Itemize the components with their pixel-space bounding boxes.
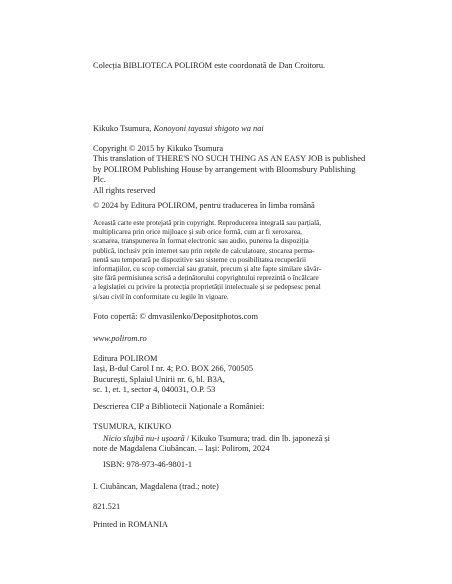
series-note: Colecția BIBLIOTECA POLIROM este coordonată de Dan Croitoru. — [93, 61, 326, 70]
publisher-line: Editura POLIROM — [93, 354, 158, 363]
original-title-line — [93, 124, 391, 134]
original-copyright-block — [93, 144, 391, 196]
cip-author-heading: TSUMURA, KIKUKO — [93, 422, 172, 431]
copyright-line: Copyright © 2015 by Kikuko Tsumura — [93, 144, 224, 153]
legal-line: scanarea, transpunerea în format electronic sau audio, punerea la dispoziția — [93, 237, 309, 246]
publisher-block — [93, 354, 391, 396]
legal-line: a legislației cu privire la protecția proprietății intelectuale și se pedepsesc penal — [93, 283, 321, 292]
original-title: Konoyoni tayasui shigoto wa nai — [153, 124, 264, 133]
cip-description-line: note de Magdalena Ciubăncan. – Iași: Polirom, 2024 — [93, 444, 270, 454]
legal-line: Această carte este protejată prin copyright. Reproducerea integrală sau parțială, — [93, 219, 322, 227]
cip-title: Nicio slujbă nu-i ușoară — [103, 434, 185, 443]
cip-translator: I. Ciubăncan, Magdalena (trad.; note) — [93, 482, 219, 491]
copyright-line: All rights reserved — [93, 185, 156, 195]
cip-description — [93, 434, 391, 455]
copyright-line: This translation of THERE'S NO SUCH THING AS AN EASY JOB is published — [93, 154, 366, 164]
isbn: ISBN: 978-973-46-9801-1 — [103, 460, 193, 469]
copyright-line: Plc. — [93, 175, 106, 185]
legal-line: șite fără permisiunea scrisă a deținătorului copyrightului reprezintă o încălcare — [93, 274, 319, 283]
polirom-copyright: © 2024 by Editura POLIROM, pentru traducerea în limba română — [93, 201, 315, 210]
legal-line: nentă sau temporară pe dispozitive sau sisteme cu posibilitatea recuperării — [93, 255, 306, 264]
cip-classification: 821.521 — [93, 502, 121, 511]
legal-line: și/sau civil în conformitate cu legile în vigoare. — [93, 292, 229, 301]
publisher-line: sc. 1, et. 1, sector 4, 040031, O.P. 53 — [93, 385, 216, 395]
website: www.polirom.ro — [93, 334, 147, 343]
original-author: Kikuko Tsumura, — [93, 124, 152, 133]
cip-heading: Descrierea CIP a Bibliotecii Naționale a României: — [93, 402, 265, 411]
legal-notice — [93, 219, 391, 302]
legal-line: informațiilor, cu scop comercial sau gratuit, precum și alte fapte similare săvâr- — [93, 265, 322, 274]
cip-description-line: / Kikuko Tsumura; trad. din lb. japoneză și — [184, 434, 331, 443]
publisher-line: București, Splaiul Unirii nr. 6, bl. B3A, — [93, 374, 225, 384]
legal-line: multiplicarea prin orice mijloace și sub orice formă, cum ar fi xeroxarea, — [93, 228, 302, 237]
cover-photo-credit: Foto copertă: © dmvasilenko/Depositphotos.com — [93, 312, 259, 321]
printed-in: Printed in ROMANIA — [93, 520, 168, 529]
publisher-line: Iași, B-dul Carol I nr. 4; P.O. BOX 266, 700505 — [93, 364, 254, 374]
legal-line: publică, inclusiv prin internet sau prin rețele de calculatoare, stocarea perma- — [93, 246, 315, 255]
copyright-line: by POLIROM Publishing House by arrangement with Bloomsbury Publishing — [93, 164, 356, 174]
